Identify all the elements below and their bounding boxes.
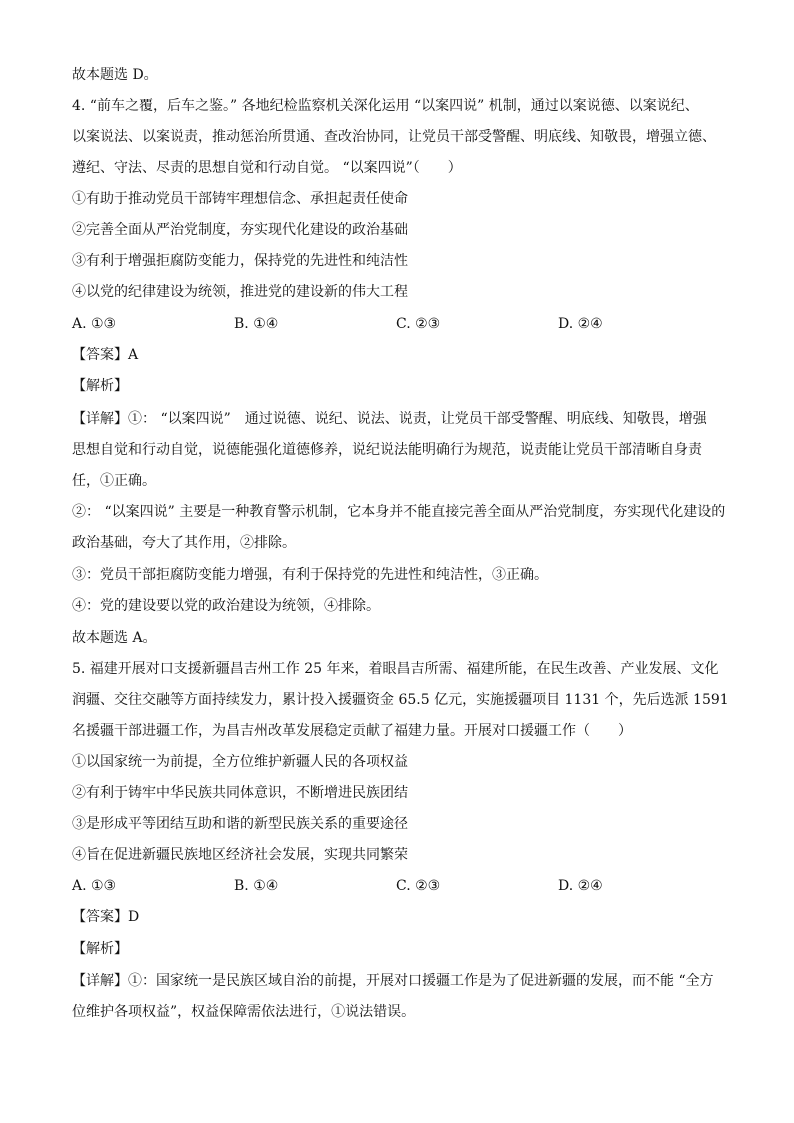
option-a: A. ①③: [72, 316, 117, 332]
text-line: 故本题选 D。: [72, 67, 158, 83]
text-line: 名援疆干部进疆工作，为昌吉州改革发展稳定贡献了福建力量。开展对口援疆工作（ ）: [72, 723, 632, 739]
answer-label: 【答案】D: [72, 909, 140, 925]
analysis-label: 【解析】: [72, 941, 128, 957]
question-4-stem: 4. “前车之覆，后车之鉴。” 各地纪检监察机关深化运用 “以案四说” 机制，通过以案说德、以案说纪、: [72, 98, 699, 114]
option-b: B. ①④: [234, 316, 279, 332]
statement-1: ①有助于推动党员干部铸牢理想信念、承担起责任使命: [72, 191, 408, 207]
text-line: ③：党员干部拒腐防变能力增强，有利于保持党的先进性和纯洁性，③正确。: [72, 567, 548, 583]
statement-4: ④以党的纪律建设为统领，推进党的建设新的伟大工程: [72, 284, 408, 300]
option-d: D. ②④: [558, 316, 603, 332]
option-b: B. ①④: [234, 878, 279, 894]
statement-1: ①以国家统一为前提，全方位维护新疆人民的各项权益: [72, 754, 408, 770]
option-c: C. ②③: [396, 316, 441, 332]
text-line: ②： “以案四说” 主要是一种教育警示机制，它本身并不能直接完善全面从严治党制度，夯实现代化建设的: [72, 504, 726, 520]
question-5-stem: 5. 福建开展对口支援新疆昌吉州工作 25 年来，着眼昌吉所需、福建所能，在民生改善、产业发展、文化: [72, 661, 719, 677]
text-line: 政治基础，夸大了其作用，②排除。: [72, 535, 296, 551]
detail-text: 【详解】①：国家统一是民族区域自治的前提，开展对口援疆工作是为了促进新疆的发展，而不能 “全方: [72, 973, 714, 989]
text-line: 故本题选 A。: [72, 630, 157, 646]
text-line: 以案说法、以案说责，推动惩治所贯通、查改治协同，让党员干部受警醒、明底线、知敬畏，增强立德、: [72, 129, 716, 145]
text-line: 任，①正确。: [72, 473, 156, 489]
question-4-options: [72, 314, 732, 334]
statement-3: ③是形成平等团结互助和谐的新型民族关系的重要途径: [72, 816, 408, 832]
text-line: 遵纪、守法、尽责的思想自觉和行动自觉。 “以案四说”（ ）: [72, 160, 462, 176]
text-line: 位维护各项权益”，权益保障需依法进行，①说法错误。: [72, 1004, 416, 1020]
question-5-options: [72, 876, 732, 896]
text-line: 思想自觉和行动自觉，说德能强化道德修养，说纪说法能明确行为规范，说责能让党员干部清晰自身责: [72, 442, 702, 458]
statement-3: ③有利于增强拒腐防变能力，保持党的先进性和纯洁性: [72, 253, 408, 269]
detail-text: 【详解】①： “以案四说” 通过说德、说纪、说法、说责，让党员干部受警醒、明底线、知敬畏，增强: [72, 411, 707, 427]
analysis-label: 【解析】: [72, 378, 128, 394]
text-line: 润疆、交往交融等方面持续发力，累计投入援疆资金 65.5 亿元，实施援疆项目 1131 个，先后选派 1591: [72, 692, 729, 708]
answer-label: 【答案】A: [72, 347, 139, 363]
option-a: A. ①③: [72, 878, 117, 894]
statement-4: ④旨在促进新疆民族地区经济社会发展，实现共同繁荣: [72, 847, 408, 863]
statement-2: ②完善全面从严治党制度，夯实现代化建设的政治基础: [72, 222, 408, 238]
option-c: C. ②③: [396, 878, 441, 894]
statement-2: ②有利于铸牢中华民族共同体意识，不断增进民族团结: [72, 785, 408, 801]
option-d: D. ②④: [558, 878, 603, 894]
text-line: ④：党的建设要以党的政治建设为统领，④排除。: [72, 598, 380, 614]
